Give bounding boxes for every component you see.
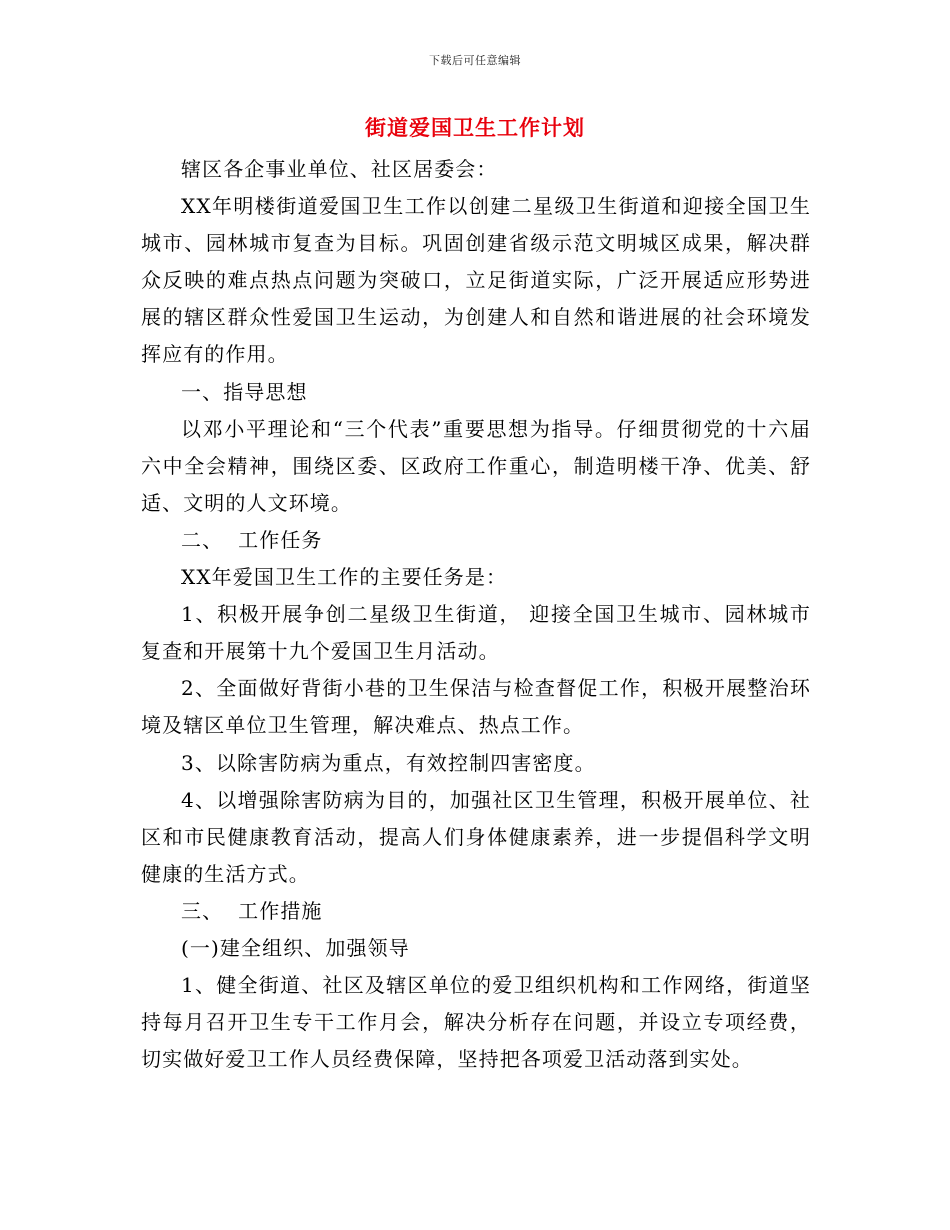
measure-item-1: 1、健全街道、社区及辖区单位的爱卫组织机构和工作网络，街道坚持每月召开卫生专干工作月会，解决分析存在问题，并设立专项经费，切实做好爱卫工作人员经费保障，坚持把各项爱卫活动落到实处。: [141, 973, 811, 1072]
task-item-4: 4、以增强除害防病为目的，加强社区卫生管理，积极开展单位、社区和市民健康教育活动，提高人们身体健康素养，进一步提倡科学文明健康的生活方式。: [141, 787, 811, 886]
document-title: 街道爱国卫生工作计划: [365, 115, 585, 140]
task-item-1: 1、积极开展争创二星级卫生街道， 迎接全国卫生城市、园林城市复查和开展第十九个爱国卫生月活动。: [141, 602, 811, 664]
section-heading-guiding-ideology: 一、指导思想: [181, 379, 308, 404]
task-item-2: 2、全面做好背街小巷的卫生保洁与检查督促工作，积极开展整治环境及辖区单位卫生管理，解决难点、热点工作。: [141, 676, 811, 738]
guiding-ideology-paragraph: 以邓小平理论和“三个代表”重要思想为指导。仔细贯彻党的十六届六中全会精神，围绕区委、区政府工作重心，制造明楼干净、优美、舒适、文明的人文环境。: [141, 416, 811, 515]
task-item-3: 3、以除害防病为重点，有效控制四害密度。: [181, 750, 596, 775]
document-body: [141, 151, 811, 1078]
subsection-heading-organization: (一)建全组织、加强领导: [181, 935, 410, 960]
section-heading-work-measures: 三、 工作措施: [181, 898, 323, 923]
section-heading-work-tasks: 二、 工作任务: [181, 527, 323, 552]
intro-paragraph: XX年明楼街道爱国卫生工作以创建二星级卫生街道和迎接全国卫生城市、园林城市复查为目标。巩固创建省级示范文明城区成果，解决群众反映的难点热点问题为突破口，立足街道实际，广泛开展适应形势进展的辖区群众性爱国卫生运动，为创建人和自然和谐进展的社会环境发挥应有的作用。: [141, 194, 811, 367]
page-header-note: 下载后可任意编辑: [429, 54, 521, 67]
salutation: 辖区各企事业单位、社区居委会：: [181, 157, 498, 181]
work-tasks-intro: XX年爱国卫生工作的主要任务是：: [181, 565, 508, 590]
